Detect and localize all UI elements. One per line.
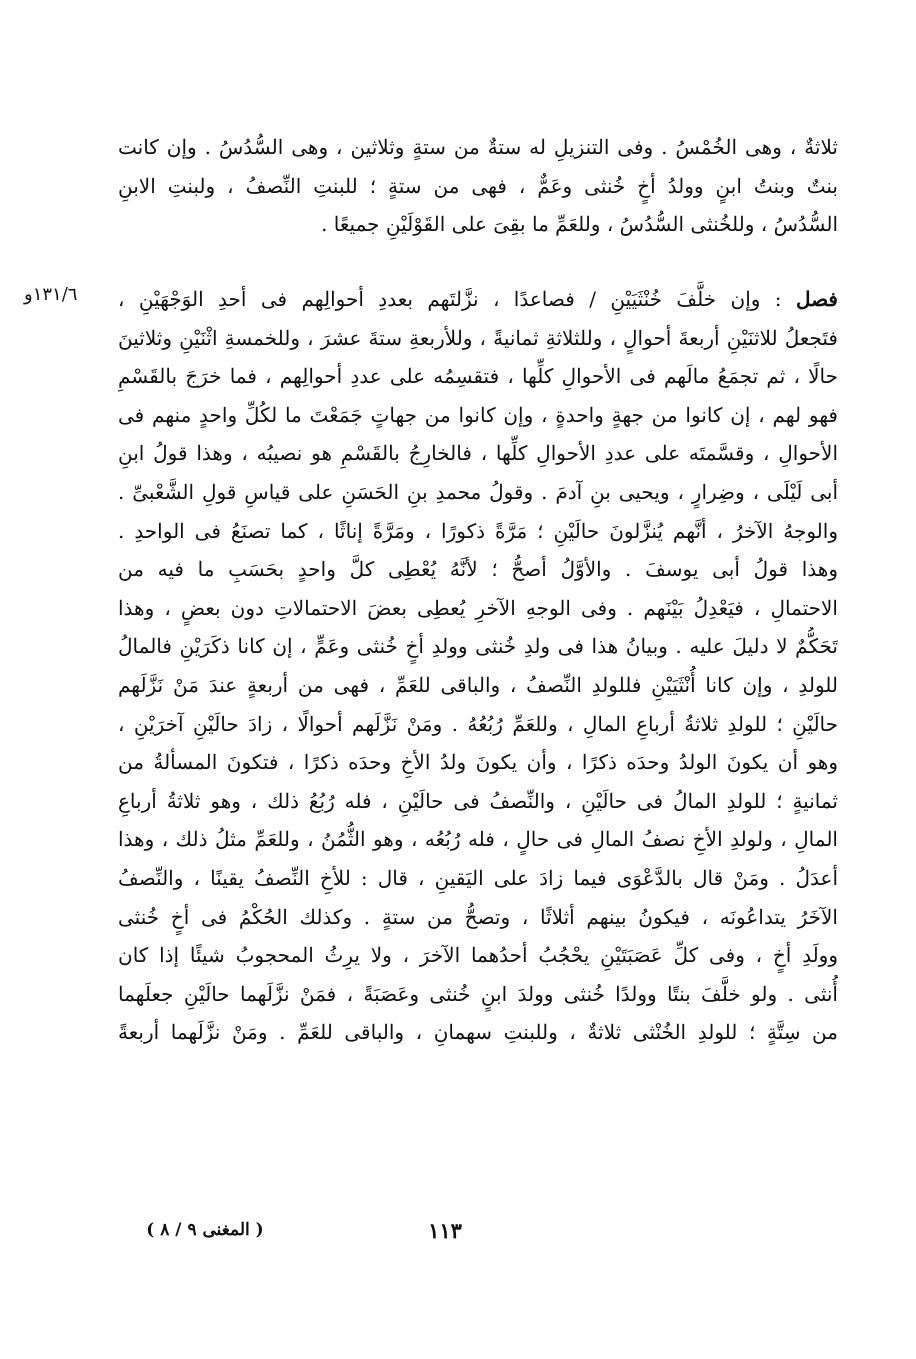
- text-line: وهذا قولُ أبى يوسفَ . والأوَّلُ أصحُّ ؛ لأنَّهُ يُعْطِى كلَّ واحدٍ بحَسَبِ ما فيه من: [118, 557, 838, 582]
- text-line: وولَدِ أخٍ ، وفى كلِّ عَصَبَتَيْنِ يحْجُبُ أحدُهما الآخرَ ، ولا يرِثُ المحجوبُ شيئًا إذا كان: [118, 943, 838, 968]
- text-line: والوجهُ الآخرُ ، أنَّهم يُنزَّلونَ حالَيْنِ ؛ مَرَّةً ذكورًا ، ومَرَّةً إناثًا ، كما تصنَعُ فى الواحدِ .: [118, 518, 838, 543]
- text-line: حالًا ، ثم تجمَعُ مالَهم فى الأحوالِ كلِّها ، فتقسِمُه على عددِ أحوالِهم ، فما خرَجَ بالقَسْمِ: [118, 364, 838, 389]
- text-line-rest: : وإن خلَّفَ خُنْثَيَيْنِ / فصاعدًا ، نزَّلتَهم بعددِ أحوالِهم فى أحدِ الوَجْهَيْنِ ،: [118, 287, 782, 311]
- text-line: للولدِ ، وإن كانا أُنْثَيَيْنِ فللولدِ النِّصفُ ، والباقى للعَمِّ ، فهى من أربعةٍ عندَ مَنْ نَزَّلَهم: [118, 672, 838, 697]
- section-heading-fasl: فصل: [795, 287, 838, 311]
- text-line: أُنثى . ولو خلَّفَ بنتًا وولدًا خُنثى وولدَ ابنٍ خُنثى وعَصَبَةً ، فمَنْ نزَّلَهما حالَيْنِ جعلَهما: [118, 981, 838, 1006]
- text-line: ثلاثةٌ ، وهى الخُمْسُ . وفى التنزيلِ له ستةٌ من ستةٍ وثلاثين ، وهى السُّدُسُ . وإن كانت: [118, 135, 838, 159]
- text-line: تَحَكُّمٌ لا دليلَ عليه . وبيانُ هذا فى ولدِ خُنثى وولدِ أخٍ خُنثى وعَمٍّ ، إن كانا ذكَرَيْنِ فالمالُ: [118, 634, 838, 659]
- text-line: بنتٌ وبنتُ ابنٍ وولدُ أخٍ خُنثى وعَمٌّ ، فهى من ستةٍ ؛ للبنتِ النِّصفُ ، ولبنتِ الابنِ: [118, 173, 838, 198]
- text-line: الأحوالِ ، وقسَّمتَه على عددِ الأحوالِ كلِّها ، فالخارِجُ بالقَسْمِ هو نصيبُه ، وهذا قولُ ابنِ: [118, 441, 838, 466]
- signature-mark: ( المغنى ٩ / ٨ ): [146, 1220, 264, 1240]
- text-line: السُّدُسُ ، وللخُنثى السُّدُسُ ، وللعَمِّ ما بقِىَ على القَوْلَيْنِ جميعًا .: [321, 212, 838, 237]
- paragraph-intro: [118, 128, 838, 244]
- text-line: [118, 280, 838, 319]
- margin-folio-reference: ١٣١/٦و: [24, 284, 78, 305]
- text-line: أعدَلُ . ومَنْ قال بالدَّعْوَى فيما زادَ على اليَقينِ ، قال : للأخِ النِّصفُ يقينًا ، والنِّصفُ: [118, 865, 838, 890]
- text-line: الاحتمالِ ، فيَعْدِلُ بَيْنَهم . وفى الوجهِ الآخرِ يُعطِى بعضَ الاحتمالاتِ دون بعضٍ ، وهذا: [118, 595, 838, 620]
- text-line: أبى لَيْلَى ، وضِرارٍ ، ويحيى بنِ آدمَ . وقولُ محمدِ بنِ الحَسَنِ على قياسِ قولِ الشَّعْبىِّ .: [118, 479, 838, 504]
- paragraph-section: [118, 280, 838, 1090]
- text-line: من سِتَّةٍ ؛ للولدِ الخُنْثى ثلاثةٌ ، وللبنتِ سهمانِ ، والباقى للعَمِّ . ومَنْ نزَّلَهما أربعةً: [118, 1020, 838, 1045]
- page-number: ١١٣: [428, 1218, 462, 1243]
- text-line: وهو أن يكونَ الولدُ وحدَه ذكرًا ، وأن يكونَ ولدُ الأخِ وحدَه ذكرًا ، فتكونَ المسألةُ من: [118, 750, 838, 775]
- text-line: المالِ ، ولولدِ الأخِ نصفُ المالِ فى حالٍ ، فله رُبُعُه ، وهو الثُّمُنُ ، وللعَمِّ مثلُ ذلك ، وهذا: [118, 827, 838, 852]
- text-line: [118, 1052, 838, 1091]
- text-line: حالَيْنِ ؛ للولدِ ثلاثةُ أرباعِ المالِ ، وللعَمِّ رُبُعُهُ . ومَنْ نَزَّلَهم أحوالًا ، زادَ حالَيْنِ آخرَيْنِ ،: [118, 711, 838, 736]
- text-line: الآخَرُ يتداعُونَه ، فيكونُ بينهم أثلاثًا ، وتصحُّ من ستةٍ . وكذلك الحُكْمُ فى أخٍ خُنثى: [118, 904, 838, 929]
- text-line: فتَجعلُ للاثنَيْنِ أربعةَ أحوالٍ ، وللثلاثةِ ثمانيةً ، وللأربعةِ ستةَ عشرَ ، وللخمسةِ اثْنَيْنِ وثلاثينَ: [118, 325, 838, 350]
- text-line: فهو لهم ، إن كانوا من جهةٍ واحدةٍ ، وإن كانوا من جهاتٍ جَمَعْتَ ما لكُلِّ واحدٍ منهم فى: [118, 402, 838, 427]
- text-line: ثمانيةٍ ؛ للولدِ المالُ فى حالَيْنِ ، والنِّصفُ فى حالَيْنِ ، فله رُبُعُ ذلك ، وهو ثلاثةُ أرباعِ: [118, 788, 838, 813]
